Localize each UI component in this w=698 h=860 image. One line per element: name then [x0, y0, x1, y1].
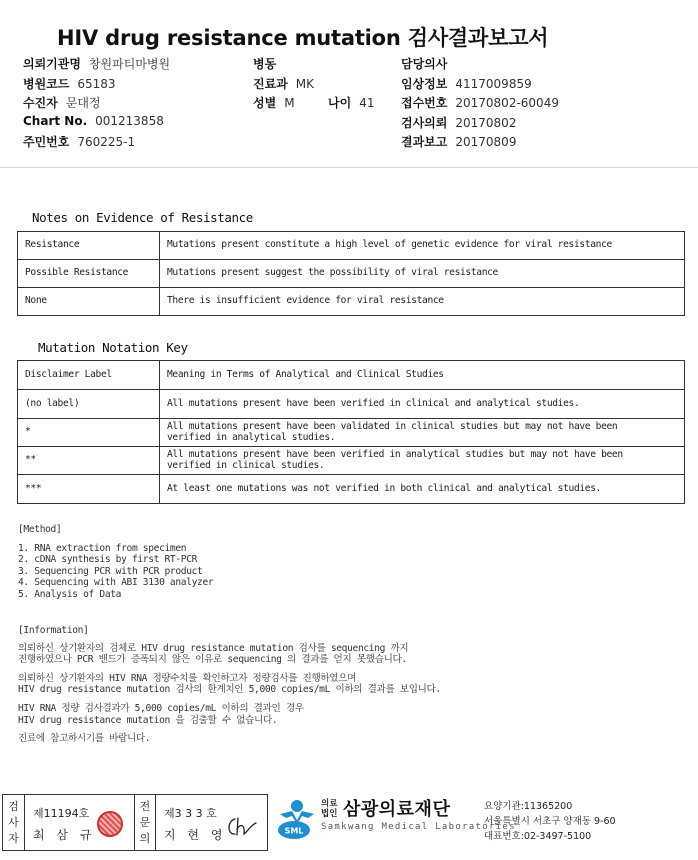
reviewer-signature [225, 815, 259, 839]
header-field-label: 결과보고 [401, 135, 448, 149]
reviewer-license-number: 제3 3 3 호 [164, 807, 217, 820]
header-field-label: 나이 [328, 96, 352, 110]
method-step: 5. Analysis of Data [18, 588, 122, 600]
method-section [18, 524, 213, 601]
method-step: 2. cDNA synthesis by first RT-PCR [18, 554, 198, 566]
org-address: 서울특별시 서초구 양재동 9-60 [484, 816, 616, 827]
table-text-cell [160, 447, 685, 475]
method-step: 4. Sequencing with ABI 3130 analyzer [18, 577, 214, 589]
table-row [18, 475, 685, 504]
header-field-label: 수진자 [23, 96, 58, 110]
tester-label: 검 사 자 [3, 795, 25, 850]
header-field-value: MK [295, 76, 315, 91]
header-field-value: M [284, 96, 295, 110]
table-text-cell [160, 390, 685, 419]
sml-logo-icon [274, 794, 320, 840]
table-key-cell: None [18, 288, 160, 316]
table-text-cell [160, 288, 685, 316]
header-field-value: 20170809 [455, 135, 517, 149]
header-info-cell [23, 75, 116, 92]
table-key-cell: * [18, 419, 160, 447]
header-field-label: 의뢰기관명 [23, 57, 81, 71]
header-field-label: 주민번호 [23, 135, 70, 149]
table-text-cell [160, 232, 685, 260]
org-contact-info [484, 799, 616, 844]
method-steps [18, 543, 213, 601]
header-info-cell [401, 55, 455, 72]
information-paragraph [18, 673, 441, 696]
table-row [18, 232, 685, 260]
org-corp-tag: 의료 법인 [321, 799, 338, 819]
header-field-label: 진료과 [253, 76, 288, 91]
information-paragraph [18, 643, 441, 666]
table-key-cell: *** [18, 475, 160, 504]
information-line: HIV drug resistance mutation 을 검출할 수 없습니다. [18, 714, 278, 726]
header-field-label: 병원코드 [23, 76, 70, 91]
header-info-cell [401, 114, 516, 131]
header-field-label: 접수번호 [401, 96, 448, 110]
header-info-row [20, 114, 690, 134]
header-info-cell [401, 133, 516, 150]
table-text-line: There is insufficient evidence for viral resistance [167, 295, 444, 307]
method-heading: [Method] [18, 524, 62, 535]
signature-box [2, 794, 268, 851]
report-title: HIV drug resistance mutation 검사결과보고서 [57, 26, 549, 50]
tester-license-number: 제11194호 [33, 807, 90, 820]
table-text-line: All mutations present have been verified in clinical and analytical studies. [167, 397, 580, 409]
notation-section-title: Mutation Notation Key [38, 340, 188, 355]
header-field-label: 담당의사 [401, 57, 448, 71]
header-field-value: 001213858 [95, 113, 164, 128]
table-text-cell [160, 361, 685, 390]
table-text-cell [160, 419, 685, 447]
table-text-line: Mutations present constitute a high level of genetic evidence for viral resistance [167, 239, 612, 251]
header-field-value: 창원파티마병원 [88, 57, 171, 71]
header-info-cell [328, 94, 374, 111]
org-institution-code: 요양기관:11365200 [484, 801, 573, 812]
table-row [18, 447, 685, 475]
header-field-label: 검사의뢰 [401, 115, 448, 130]
header-field-value: 4117009859 [455, 76, 532, 91]
patient-info-grid [20, 55, 690, 153]
method-step: 1. RNA extraction from specimen [18, 542, 187, 554]
tester-name: 최 삼 규 [33, 828, 96, 842]
table-text-line: Mutations present suggest the possibility of viral resistance [167, 267, 498, 279]
table-key-cell: (no label) [18, 390, 160, 419]
information-paragraph [18, 703, 441, 726]
tester-seal-stamp [97, 811, 123, 837]
information-heading: [Information] [18, 625, 89, 636]
table-text-cell [160, 475, 685, 504]
header-info-cell [23, 55, 170, 72]
org-phone: 대표번호:02-3497-5100 [484, 831, 592, 842]
header-field-value: 65183 [77, 76, 116, 91]
information-line: 진행하였으나 PCR 밴드가 증폭되지 않은 이유로 sequencing 의 결과를 얻지 못했습니다. [18, 654, 407, 666]
org-name-english: Samkwang Medical Laboratories [321, 822, 516, 832]
header-info-row [20, 133, 690, 153]
table-text-cell [160, 260, 685, 288]
header-info-cell [253, 55, 284, 72]
header-info-cell [23, 94, 101, 111]
table-key-cell: Disclaimer Label [18, 361, 160, 390]
table-text-line: verified in analytical studies. [167, 431, 336, 443]
header-field-value: 41 [359, 96, 375, 110]
information-line: 의뢰하신 상기환자의 HIV RNA 정량수치를 확인하고자 정량검사를 진행하였으며 [18, 672, 357, 684]
information-line: HIV RNA 정량 검사결과가 5,000 copies/mL 이하의 결과인 경우 [18, 702, 304, 714]
header-field-label: 병동 [253, 57, 277, 71]
org-name: 삼광의료재단 [343, 799, 451, 820]
table-row [18, 361, 685, 390]
information-paragraphs [18, 643, 441, 745]
table-text-line: At least one mutations was not verified in both clinical and analytical studies. [167, 482, 602, 494]
header-info-row [20, 75, 690, 95]
table-text-line: All mutations present have been verified in analytical studies but may not have been [167, 449, 623, 460]
table-row [18, 390, 685, 419]
header-info-cell [401, 94, 559, 111]
table-text-line: verified in clinical studies. [167, 459, 325, 471]
header-field-value: 문대정 [65, 96, 101, 110]
header-field-label: 성별 [253, 96, 277, 110]
table-key-cell: Possible Resistance [18, 260, 160, 288]
header-info-cell [401, 75, 532, 92]
information-line: 진료에 참고하시기를 바랍니다. [18, 733, 151, 745]
header-field-value: 760225-1 [77, 135, 136, 149]
header-info-cell [23, 114, 164, 128]
reviewer-name: 지 현 영 [164, 828, 227, 842]
information-paragraph [18, 733, 441, 745]
notation-table [17, 360, 685, 504]
header-field-value: 20170802-60049 [455, 96, 559, 110]
report-footer [2, 794, 696, 854]
header-field-label: Chart No. [23, 113, 88, 128]
reviewer-label: 전 문 의 [134, 795, 156, 850]
table-row [18, 260, 685, 288]
table-text-line: All mutations present have been validated in clinical studies but may not have been [167, 421, 618, 432]
table-key-cell: ** [18, 447, 160, 475]
header-field-value: 20170802 [455, 115, 517, 130]
table-text-line: Meaning in Terms of Analytical and Clinical Studies [167, 368, 444, 380]
evidence-table [17, 231, 685, 316]
header-info-cell [253, 94, 295, 111]
svg-text:SML: SML [284, 826, 304, 836]
information-line: 의뢰하신 상기환자의 검체로 HIV drug resistance mutation 검사를 sequencing 까지 [18, 642, 409, 654]
header-info-cell [23, 133, 135, 150]
table-row [18, 419, 685, 447]
evidence-section-title: Notes on Evidence of Resistance [32, 210, 253, 225]
information-section [18, 625, 441, 752]
header-info-cell [253, 75, 314, 92]
information-line: HIV drug resistance mutation 검사의 한계치인 5,000 copies/mL 이하의 결과를 보입니다. [18, 684, 441, 696]
report-header [0, 0, 698, 168]
header-info-row [20, 55, 690, 75]
method-step: 3. Sequencing PCR with PCR product [18, 565, 203, 577]
table-row [18, 288, 685, 316]
header-field-label: 임상정보 [401, 76, 448, 91]
header-info-row [20, 94, 690, 114]
table-key-cell: Resistance [18, 232, 160, 260]
